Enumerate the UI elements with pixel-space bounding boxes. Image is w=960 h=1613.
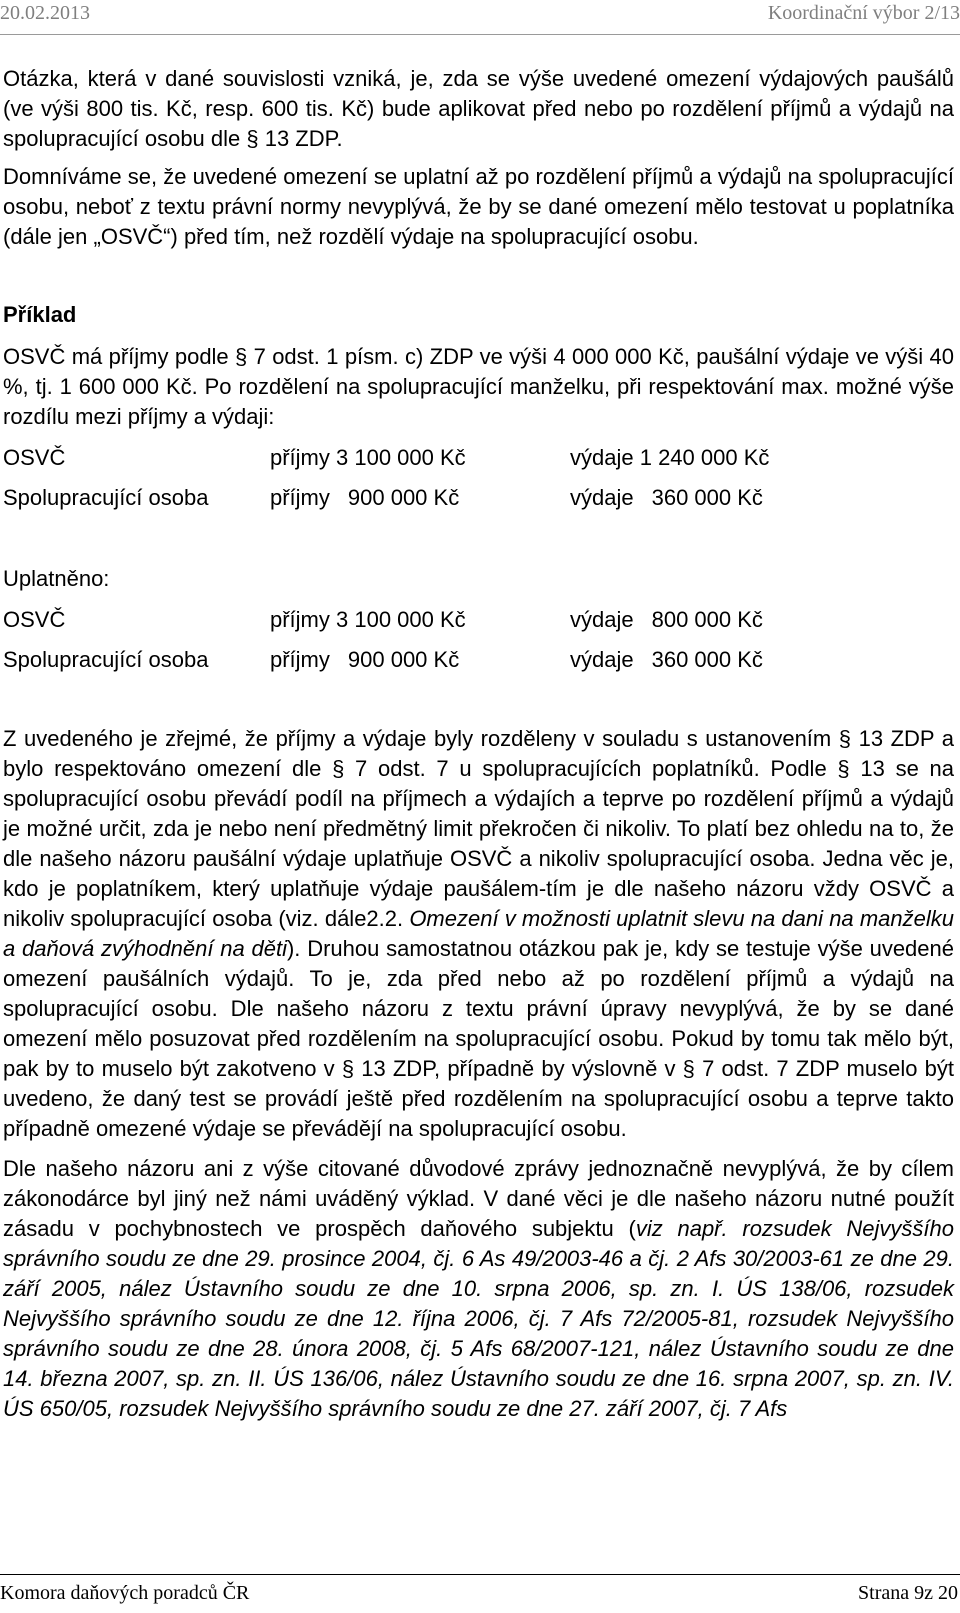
row-name: OSVČ <box>3 607 66 632</box>
row-name: Spolupracující osoba <box>3 485 209 510</box>
paragraph-analysis: Z uvedeného je zřejmé, že příjmy a výdaje byly rozděleny v souladu s ustanovením § 13 ZDP a bylo respektováno omezení dle § 7 odst. 7 u spolupracujících poplatníků. Podle § 13 se na spolupracující osobu převádí podíl na příjmech a výdajích a teprve po rozdělení příjmů a výdajů je možné určit, zda je nebo není předmětný limit překročen či nikoliv. To platí bez ohledu na to, že dle našeho názoru paušální výdaje uplatňuje OSVČ a nikoliv spolupracující osoba. Jedna věc je, kdo je poplatníkem, který uplatňuje výdaje paušálem-tím je dle našeho názoru vždy OSVČ a nikoliv spolupracující osoba (viz. dále2.2. Omezení v možnosti uplatnit slevu na dani na manželku a daňová zvýhodnění na děti). Druhou samostatnou otázkou pak je, kdy se testuje výše uvedené omezení paušálních výdajů. To je, zda před nebo až po rozdělení příjmů a výdajů na spolupracující osobu. Dle našeho názoru z textu právní úpravy nevyplývá, že by se dané omezení mělo posuzovat před rozdělením na spolupracující osobu. Pokud by tomu tak mělo být, pak by to muselo být zakotveno v § 13 ZDP, případně by výslovně v § 7 odst. 7 ZDP muselo být uvedeno, že daný test se provádí ještě před rozdělením na spolupracující osobu a teprve takto případně omezené výdaje se převádějí na spolupracující osobu. <box>3 726 954 1141</box>
income-label: příjmy <box>270 445 330 470</box>
expense-label: výdaje <box>570 485 634 510</box>
table-row <box>3 478 954 518</box>
example-heading: Příklad <box>3 302 77 327</box>
table-row <box>3 438 954 478</box>
table-row <box>3 640 954 680</box>
paragraph-question: Otázka, která v dané souvislosti vzniká, je, zda se výše uvedené omezení výdajových paušálů (ve výši 800 tis. Kč, resp. 600 tis. Kč) bude aplikovat před nebo po rozdělení příjmů a výdajů na spolupracující osobu dle § 13 ZDP. <box>3 66 954 151</box>
income-label: příjmy <box>270 607 330 632</box>
expense-value: 1 240 000 Kč <box>639 445 770 470</box>
footer-organization: Komora daňových poradců ČR <box>0 1582 250 1604</box>
paragraph-opinion: Domníváme se, že uvedené omezení se uplatní až po rozdělení příjmů a výdajů na spolupracující osobu, neboť z textu právní normy nevyplývá, že by se dané omezení mělo testovat u poplatníka (dále jen „OSVČ“) před tím, než rozdělí výdaje na spolupracující osobu. <box>3 164 954 249</box>
income-label: příjmy <box>270 485 330 510</box>
applied-label: Uplatněno: <box>3 566 110 591</box>
page-number: Strana 9z 20 <box>858 1582 958 1604</box>
expense-label: výdaje <box>570 445 634 470</box>
income-value: 3 100 000 Kč <box>336 607 466 632</box>
example-table-split <box>3 438 954 518</box>
footer-divider <box>0 1574 960 1575</box>
row-name: Spolupracující osoba <box>3 647 209 672</box>
income-value: 900 000 Kč <box>347 485 460 510</box>
income-value: 3 100 000 Kč <box>336 445 466 470</box>
income-label: příjmy <box>270 647 330 672</box>
page-header <box>0 2 960 30</box>
header-date: 20.02.2013 <box>0 2 90 24</box>
expense-value: 360 000 Kč <box>651 647 763 672</box>
expense-label: výdaje <box>570 607 634 632</box>
example-table-applied <box>3 600 954 680</box>
income-value: 900 000 Kč <box>347 647 460 672</box>
paragraph-conclusion: Dle našeho názoru ani z výše citované důvodové zprávy jednoznačně nevyplývá, že by cílem zákonodárce byl jiný než námi uváděný výklad. V dané věci je dle našeho názoru nutné použít zásadu v pochybnostech ve prospěch daňového subjektu (viz např. rozsudek Nejvyššího správního soudu ze dne 29. prosince 2004, čj. 6 As 49/2003-46 a čj. 2 Afs 30/2003-61 ze dne 29. září 2005, nález Ústavního soudu ze dne 10. srpna 2006, sp. zn. I. ÚS 138/06, rozsudek Nejvyššího správního soudu ze dne 12. října 2006, čj. 7 Afs 72/2005-81, rozsudek Nejvyššího správního soudu ze dne 28. února 2008, čj. 5 Afs 68/2007-121, nález Ústavního soudu ze dne 14. března 2007, sp. zn. II. ÚS 136/06, nález Ústavního soudu ze dne 16. srpna 2007, sp. zn. IV. ÚS 650/05, rozsudek Nejvyššího správního soudu ze dne 27. září 2007, čj. 7 Afs <box>3 1156 954 1421</box>
example-text: OSVČ má příjmy podle § 7 odst. 1 písm. c) ZDP ve výši 4 000 000 Kč, paušální výdaje ve výši 40 %, tj. 1 600 000 Kč. Po rozdělení na spolupracující manželku, při respektování max. možné výše rozdílu mezi příjmy a výdaji: <box>3 344 954 429</box>
expense-label: výdaje <box>570 647 634 672</box>
header-title: Koordinační výbor 2/13 <box>767 2 960 24</box>
row-name: OSVČ <box>3 445 66 470</box>
expense-value: 800 000 Kč <box>651 607 763 632</box>
case-law-citations: viz např. rozsudek Nejvyššího správního soudu ze dne 29. prosince 2004, čj. 6 As 49/2003-46 a čj. 2 Afs 30/2003-61 ze dne 29. září 2005, nález Ústavního soudu ze dne 10. srpna 2006, sp. zn. I. ÚS 138/06, rozsudek Nejvyššího správního soudu ze dne 12. října 2006, čj. 7 Afs 72/2005-81, rozsudek Nejvyššího správního soudu ze dne 28. února 2008, čj. 5 Afs 68/2007-121, nález Ústavního soudu ze dne 14. března 2007, sp. zn. II. ÚS 136/06, nález Ústavního soudu ze dne 16. srpna 2007, sp. zn. IV. ÚS 650/05, rozsudek Nejvyššího správního soudu ze dne 27. září 2007, čj. 7 Afs <box>3 1216 954 1421</box>
table-row <box>3 600 954 640</box>
document-body <box>3 64 954 1424</box>
header-divider <box>0 34 960 35</box>
section-reference: Omezení v možnosti uplatnit slevu na dani na manželku a daňová zvýhodnění na děti <box>3 906 954 961</box>
expense-value: 360 000 Kč <box>651 485 763 510</box>
